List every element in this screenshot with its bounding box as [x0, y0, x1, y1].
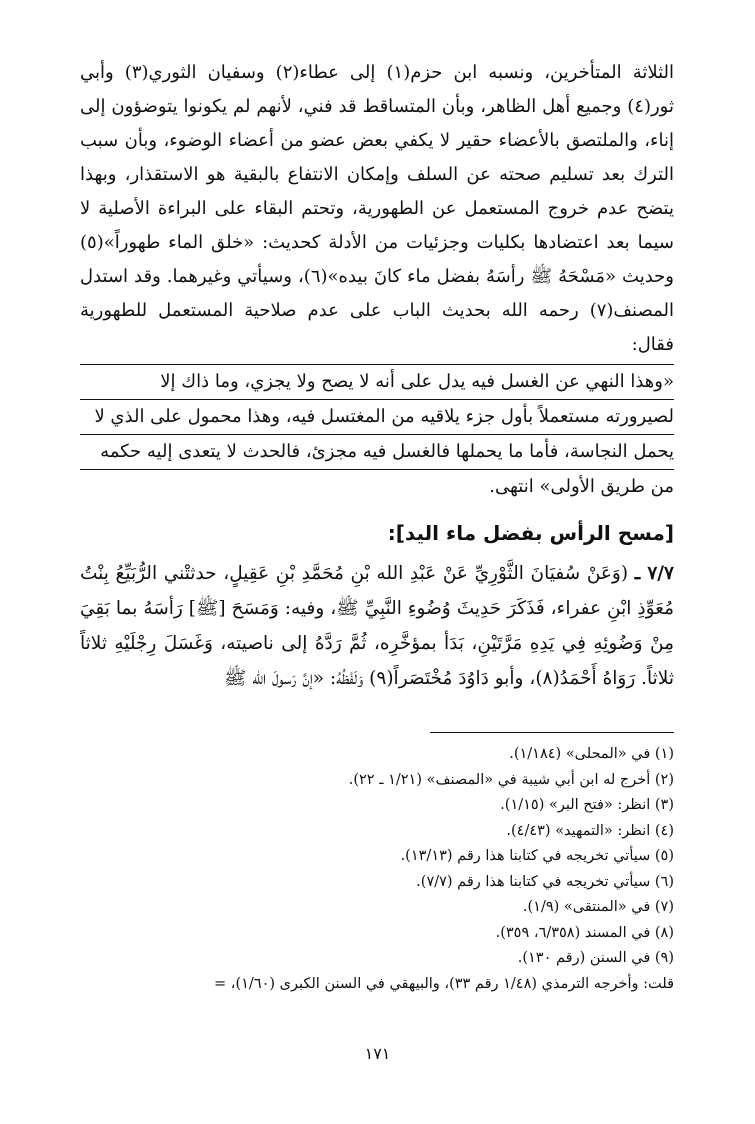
quote-ending: من طريق الأولى» انتهى.: [489, 476, 674, 497]
hadith-paragraph: [80, 556, 674, 696]
footnote-separator: [430, 732, 674, 733]
footnote-item: (٨) في المسند (٦/٣٥٨، ٣٥٩).: [495, 924, 674, 941]
footnote-item: (٦) سيأتي تخريجه في كتابنا هذا رقم (٧/٧).: [416, 873, 674, 890]
hadith-text: (وَعَنْ سُفيَانَ الثَّوْرِيِّ عَنْ عَبْدِ الله بْنِ مُحَمَّدِ بْنِ عَقِيلٍ، حدثتْني الرُّبَيِّعُ بِنْتُ مُعَوِّذِ ابْنِ عفراء، فَذَكَرَ حَدِيثَ وُضُوءِ النَّبِيِّ ﷺ، وفيه: وَمَسَحَ [ﷺ] رَأسَهُ بما بَقِيَ مِنْ وَضُوئِهِ فِي يَدِهِ مَرَّتَيْنِ، بَدَأ بمؤخَّرِه، ثُمَّ رَدَّهُ إلى ناصيته، وَغَسَلَ رِجْلَيْهِ ثلاثاً ثلاثاً. رَوَاهُ أَحْمَدُ(٨)، وأبو دَاوُدَ مُخْتَصَراً(٩) وَلَفْظُهُ: «إنَّ رَسولَ الله ﷺ: [80, 563, 674, 689]
footnote-continuation: قلت: وأخرجه الترمذي (١/٤٨ رقم ٣٣)، والبيهقي في السنن الكبرى (١/٦٠)، =: [214, 975, 674, 992]
page-number: ١٧١: [364, 1044, 391, 1063]
quote-line: يحمل النجاسة، فأما ما يحملها فالغسل فيه مجزئ، فالحدث لا يتعدى إليه حكمه: [100, 441, 674, 462]
quote-line: لصيرورته مستعملاً بأول جزء يلاقيه من المغتسل فيه، وهذا محمول على الذي لا: [80, 400, 674, 435]
commentary-paragraph: الثلاثة المتأخرين، ونسبه ابن حزم(١) إلى عطاء(٢) وسفيان الثوري(٣) وأبي ثور(٤) وجميع أهل الظاهر، وبأن المتساقط قد فني، لأنهم لم يكونوا يتوضؤون إلى إناء، والملتصق بالأعضاء حقير لا يكفي بعض عضو من أعضاء الوضوء، وبأن سبب الترك بعد تسليم صحته عن السلف وإمكان الانتفاع بالبقية هو الاستقذار، وبهذا يتضح عدم خروج المستعمل عن الطهورية، وتحتم البقاء على البراءة الأصلية لا سيما بعد اعتضادها بكليات وجزئيات من الأدلة كحديث: «خلق الماء طهوراً»(٥) وحديث «مَسْحَهُ ﷺ رأسَهُ بفضل ماء كانَ بيده»(٦)، وسيأتي وغيرهما. وقد استدل المصنف(٧) رحمه الله بحديث الباب على عدم صلاحية المستعمل للطهورية فقال:: [80, 62, 675, 355]
footnote-item: (٧) في «المنتقى» (١/٩).: [522, 899, 674, 915]
section-heading: [مسح الرأس بفضل ماء اليد]:: [387, 521, 674, 545]
footnote-item: (٢) أخرج له ابن أبي شيبة في «المصنف» (١/٢١ ـ ٢٢).: [348, 771, 674, 788]
main-text: [80, 56, 674, 696]
quoted-passage-box: [80, 364, 674, 470]
footnote-item: (٩) في السنن (رقم ١٣٠).: [517, 950, 674, 966]
hadith-number: ٧/٧ ـ: [634, 563, 674, 584]
quote-line: «وهذا النهي عن الغسل فيه يدل على أنه لا يصح ولا يجزي، وما ذاك إلا: [80, 365, 674, 400]
footnote-item: (٣) انظر: «فتح البر» (١/١٥).: [500, 797, 674, 813]
footnotes: [80, 742, 674, 997]
footnote-item: (٥) سيأتي تخريجه في كتابنا هذا رقم (١٣/١٣).: [400, 848, 674, 864]
footnote-item: (١) في «المحلى» (١/١٨٤).: [509, 746, 674, 762]
footnote-item: (٤) انظر: «التمهيد» (٤/٤٣).: [506, 822, 674, 839]
